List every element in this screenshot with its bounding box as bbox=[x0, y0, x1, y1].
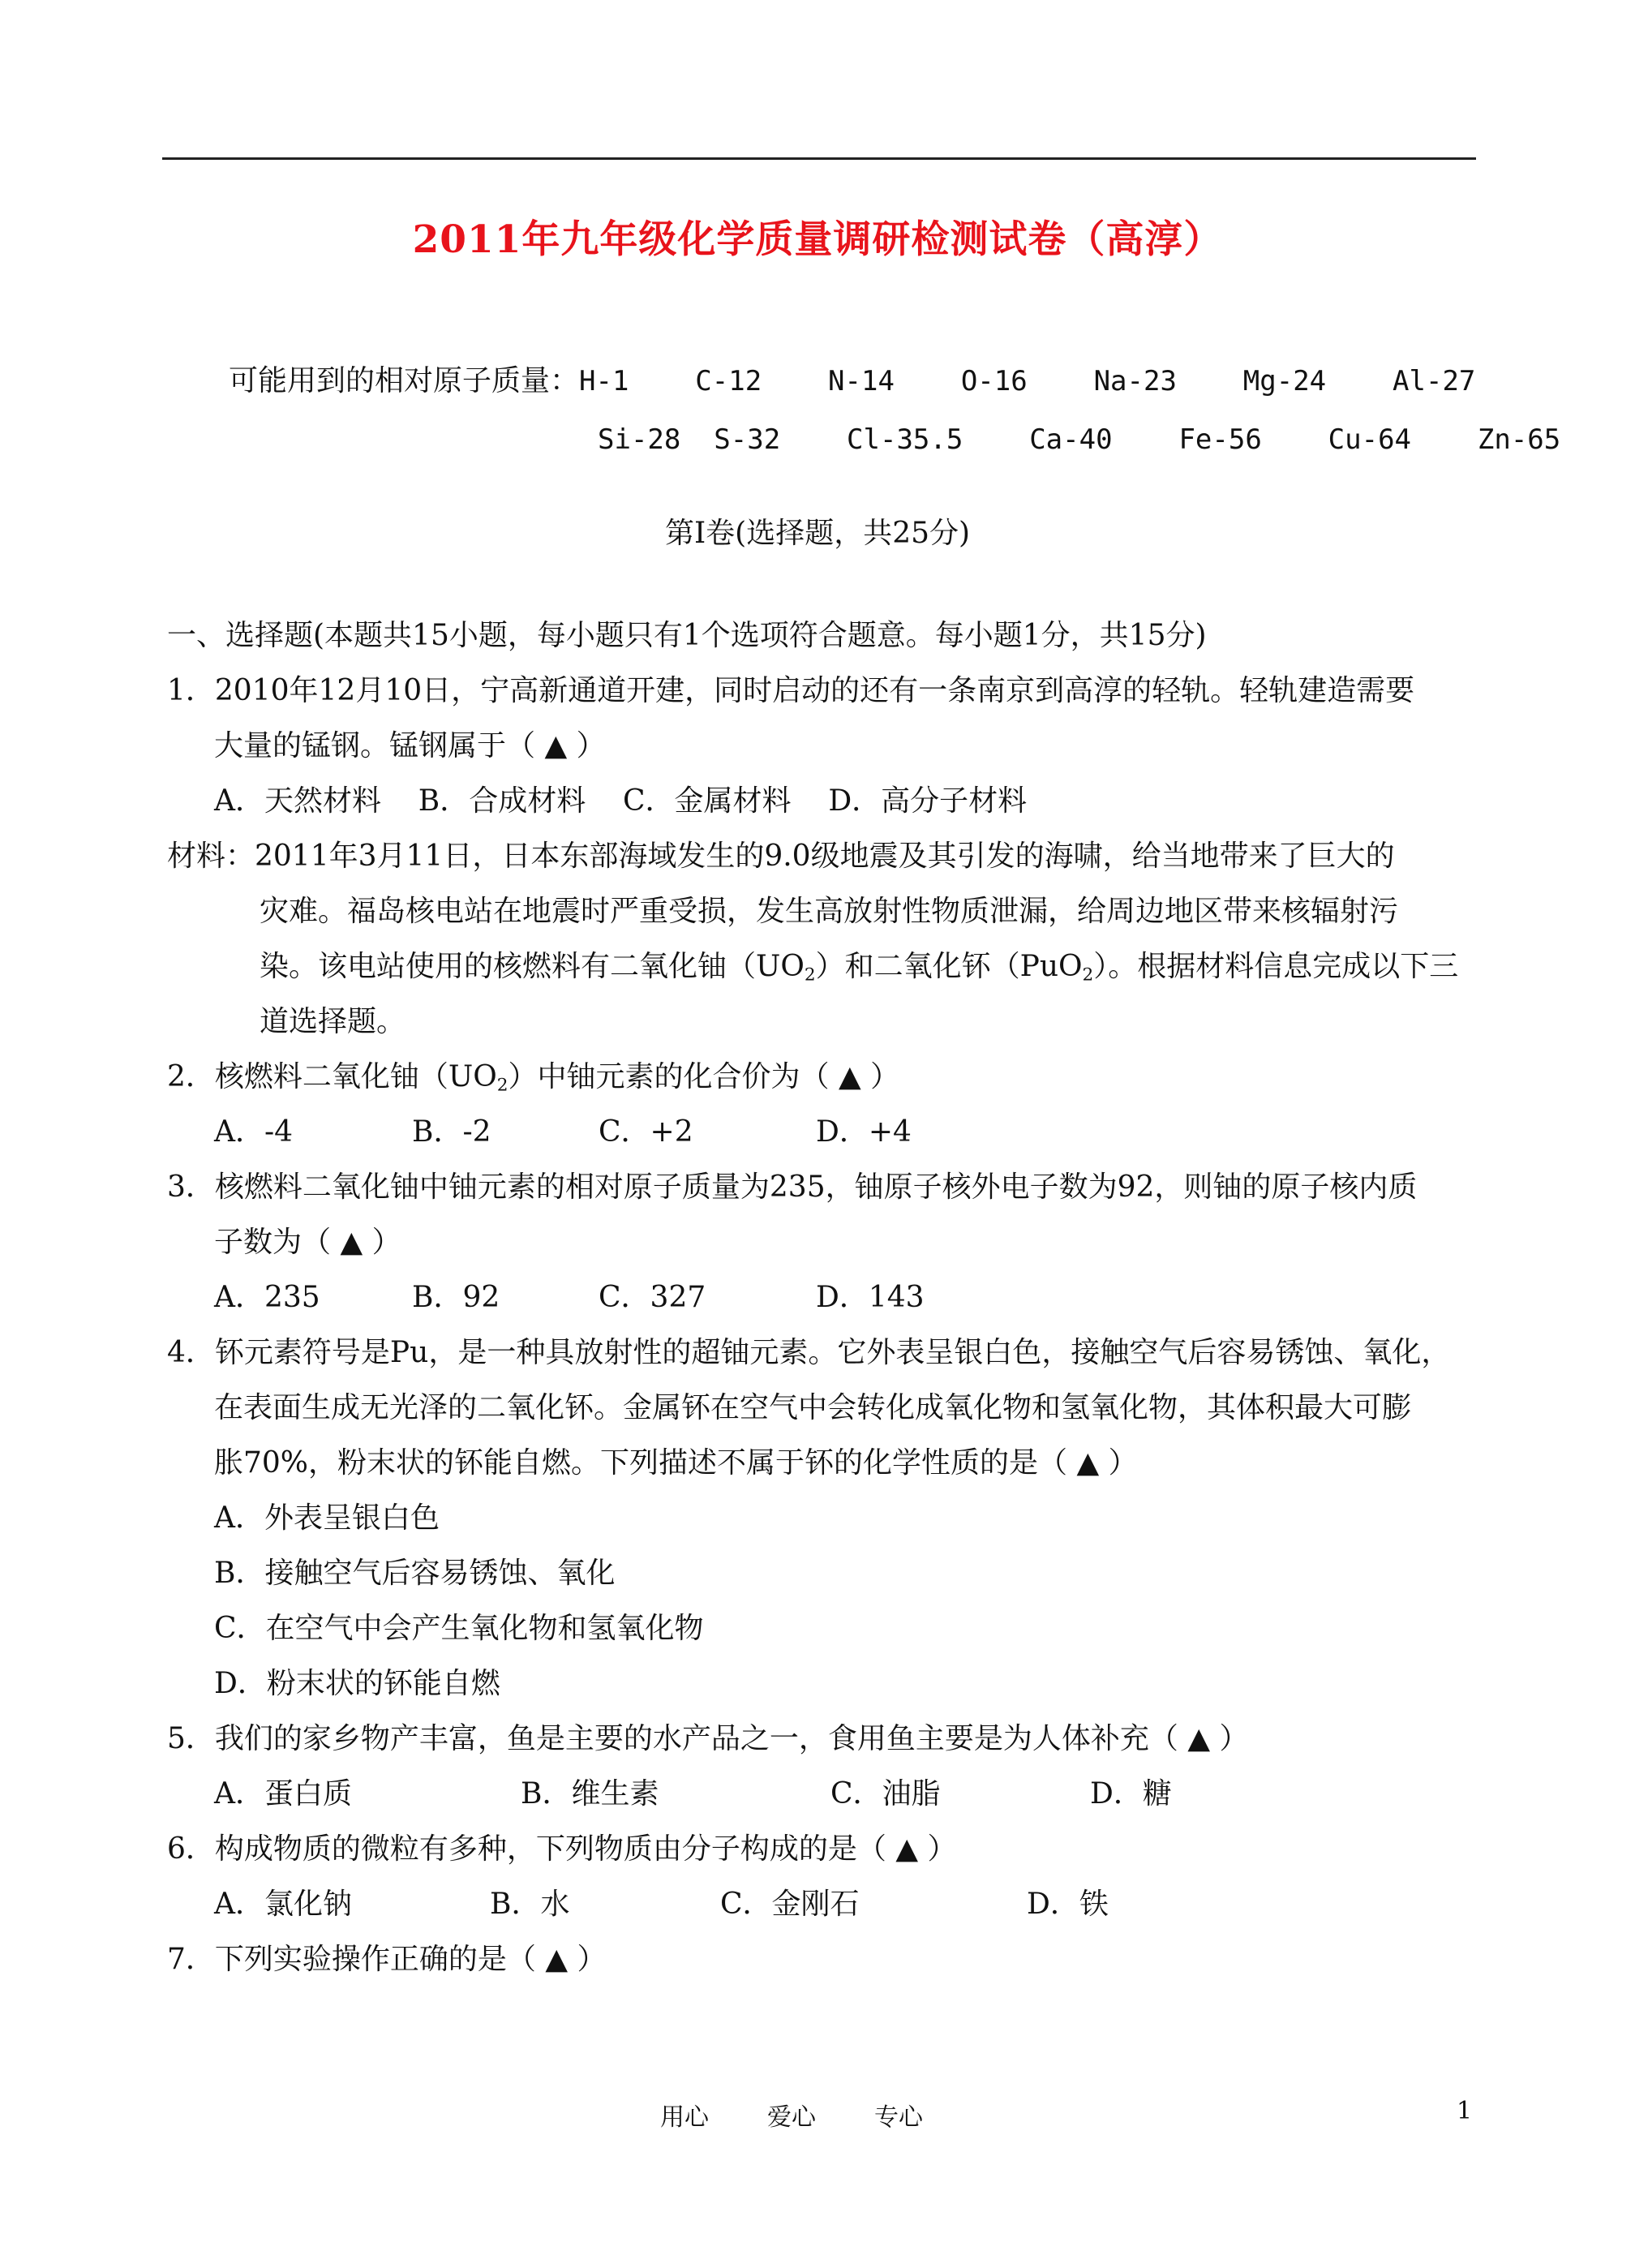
question-1-line-1: 1．2010年12月10日，宁高新通道开建，同时启动的还有一条南京到高淳的轻轨。轻轨建造需要 bbox=[167, 674, 1415, 707]
question-3-line-1: 3．核燃料二氧化铀中铀元素的相对原子质量为235，铀原子核外电子数为92，则铀的原子核内质 bbox=[167, 1171, 1418, 1204]
question-6-option-a: A．氯化钠 bbox=[214, 1888, 352, 1921]
part-one-header: 一、选择题(本题共15小题，每小题只有1个选项符合题意。每小题1分，共15分) bbox=[167, 619, 1207, 652]
question-2-option-d: D．+4 bbox=[816, 1115, 912, 1149]
page-title: 2011年九年级化学质量调研检测试卷（高淳） bbox=[412, 217, 1223, 262]
question-5-stem: 5．我们的家乡物产丰富，鱼是主要的水产品之一，食用鱼主要是为人体补充（ ▲ ） bbox=[167, 1722, 1249, 1755]
question-4-line-3: 胀70%，粉末状的钚能自燃。下列描述不属于钚的化学性质的是（ ▲ ） bbox=[214, 1446, 1138, 1480]
question-6-option-d: D．铁 bbox=[1027, 1888, 1109, 1921]
section-header: 第Ⅰ卷(选择题，共25分) bbox=[664, 517, 971, 550]
material-line-2: 灾难。福岛核电站在地震时严重受损，发生高放射性物质泄漏，给周边地区带来核辐射污 bbox=[260, 895, 1399, 928]
question-5-option-a: A．蛋白质 bbox=[214, 1777, 352, 1811]
question-6-stem: 6．构成物质的微粒有多种，下列物质由分子构成的是（ ▲ ） bbox=[167, 1832, 957, 1866]
question-2-option-c: C．+2 bbox=[599, 1115, 693, 1149]
atomic-mass-values-2: Si-28 S-32 Cl-35.5 Ca-40 Fe-56 Cu-64 Zn-65 bbox=[598, 423, 1561, 456]
question-3-line-2: 子数为（ ▲ ） bbox=[214, 1226, 401, 1259]
question-7-stem: 7．下列实验操作正确的是（ ▲ ） bbox=[167, 1943, 607, 1976]
material-line-1: 材料：2011年3月11日，日本东部海域发生的9.0级地震及其引发的海啸，给当地带来了巨大的 bbox=[167, 840, 1395, 873]
atomic-mass-values-1: H-1 C-12 N-14 O-16 Na-23 Mg-24 Al-27 bbox=[579, 365, 1476, 397]
question-4-option-b: B．接触空气后容易锈蚀、氧化 bbox=[214, 1557, 616, 1590]
question-2-option-a: A．-4 bbox=[214, 1115, 294, 1149]
question-3-option-c: C．327 bbox=[599, 1281, 706, 1314]
footer-item-2: 爱心 bbox=[767, 2103, 816, 2132]
question-2-option-b: B．-2 bbox=[412, 1115, 491, 1149]
question-4-line-2: 在表面生成无光泽的二氧化钚。金属钚在空气中会转化成氧化物和氢氧化物，其体积最大可膨 bbox=[214, 1391, 1412, 1424]
question-4-line-1: 4．钚元素符号是Pu，是一种具放射性的超铀元素。它外表呈银白色，接触空气后容易锈蚀、氧化， bbox=[167, 1336, 1451, 1369]
material-line-3: 染。该电站使用的核燃料有二氧化铀$(UO_2)$和二氧化钚（PuO$_2$）。根据材料信息完成以下三 bbox=[260, 950, 1459, 986]
header-rule bbox=[162, 157, 1476, 160]
question-1-line-2: 大量的锰钢。锰钢属于（ ▲ ） bbox=[214, 729, 606, 762]
footer-item-3: 专心 bbox=[874, 2103, 923, 2132]
question-4-option-d: D．粉末状的钚能自燃 bbox=[214, 1667, 500, 1700]
question-6-option-b: B．水 bbox=[490, 1888, 570, 1921]
question-1-options: A．天然材料 B．合成材料 C．金属材料 D．高分子材料 bbox=[214, 784, 1028, 818]
question-5-option-d: D．糖 bbox=[1090, 1777, 1172, 1811]
question-6-option-c: C．金刚石 bbox=[720, 1888, 860, 1921]
atomic-mass-row-1 bbox=[229, 363, 1475, 399]
question-4-option-c: C．在空气中会产生氧化物和氢氧化物 bbox=[214, 1612, 704, 1645]
question-2-stem: 2．核燃料二氧化铀$(UO_2)$中铀元素的化合价为（ ▲ ） bbox=[167, 1060, 900, 1096]
question-4-option-a: A．外表呈银白色 bbox=[214, 1501, 440, 1535]
material-line-4: 道选择题。 bbox=[260, 1005, 406, 1038]
atomic-mass-label: 可能用到的相对原子质量： bbox=[229, 364, 580, 397]
question-3-option-d: D．143 bbox=[816, 1281, 925, 1314]
footer-item-1: 用心 bbox=[660, 2103, 709, 2132]
question-3-option-b: B．92 bbox=[412, 1281, 500, 1314]
question-5-option-c: C．油脂 bbox=[830, 1777, 941, 1811]
page-number: 1 bbox=[1457, 2097, 1473, 2125]
question-3-option-a: A．235 bbox=[214, 1281, 320, 1314]
question-5-option-b: B．维生素 bbox=[521, 1777, 659, 1811]
